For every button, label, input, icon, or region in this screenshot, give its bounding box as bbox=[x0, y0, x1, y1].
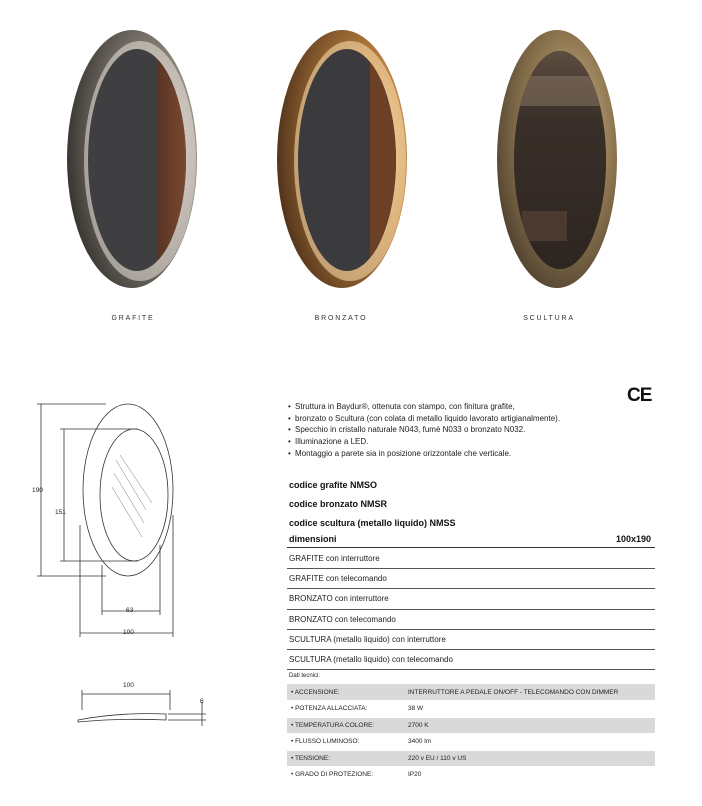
feature-list bbox=[288, 401, 668, 460]
variant-row bbox=[287, 589, 655, 609]
dimensions-value: 100x190 bbox=[615, 534, 651, 544]
table-row bbox=[287, 717, 655, 734]
tech-key: • TENSIONE: bbox=[287, 750, 405, 767]
dimension-height-mirror: 151 bbox=[55, 509, 66, 516]
grafite-mirror-photo bbox=[62, 26, 204, 292]
variant-row bbox=[287, 650, 655, 670]
dimension-width-total: 100 bbox=[123, 629, 134, 636]
table-row bbox=[287, 750, 655, 767]
tech-value: 38 W bbox=[405, 701, 655, 718]
bronzato-mirror-photo bbox=[272, 26, 414, 292]
product-codes bbox=[289, 477, 669, 534]
feature-item: • Illuminazione a LED. bbox=[288, 436, 668, 448]
ce-mark-icon: CE bbox=[627, 385, 652, 406]
variant-row bbox=[287, 569, 655, 589]
dimension-height-total: 190 bbox=[32, 487, 43, 494]
table-row bbox=[287, 701, 655, 718]
variant-label: SCULTURA (metallo liquido) con telecomando bbox=[289, 654, 453, 664]
tech-data-table bbox=[287, 684, 655, 784]
tech-value: 220 v EU / 110 v US bbox=[405, 750, 655, 767]
dimension-width-mirror: 63 bbox=[126, 607, 134, 614]
tech-key: • FLUSSO LUMINOSO: bbox=[287, 734, 405, 751]
tech-value: 2700 K bbox=[405, 717, 655, 734]
code-bronzato: codice bronzato NMSR bbox=[289, 499, 388, 509]
tech-value: INTERRUTTORE A PEDALE ON/OFF - TELECOMANDO CON DIMMER bbox=[405, 684, 655, 701]
feature-item: • Struttura in Baydur®, ottenuta con stampo, con finitura grafite, bbox=[288, 401, 668, 413]
variant-label: BRONZATO con interruttore bbox=[289, 594, 389, 604]
tech-key: • ACCENSIONE: bbox=[287, 684, 405, 701]
tech-data-title: Dati tecnici: bbox=[289, 673, 321, 679]
table-row bbox=[287, 734, 655, 751]
table-row bbox=[287, 684, 655, 701]
dimension-side-width: 100 bbox=[123, 682, 134, 689]
tech-key: • GRADO DI PROTEZIONE: bbox=[287, 767, 405, 784]
tech-value: IP20 bbox=[405, 767, 655, 784]
variant-label: SCULTURA (metallo liquido) con interruttore bbox=[289, 634, 446, 644]
front-technical-drawing bbox=[28, 395, 188, 645]
feature-item: • Specchio in cristallo naturale N043, fumè N033 o bronzato N032. bbox=[288, 424, 668, 436]
variant-row bbox=[287, 549, 655, 569]
code-scultura: codice scultura (metallo liquido) NMSS bbox=[289, 518, 456, 528]
tech-key: • TEMPERATURA COLORE: bbox=[287, 717, 405, 734]
scultura-mirror-photo bbox=[492, 26, 622, 292]
side-technical-drawing bbox=[70, 680, 220, 730]
dimension-side-depth: 6 bbox=[200, 698, 204, 705]
code-grafite: codice grafite NMSO bbox=[289, 480, 378, 490]
table-row bbox=[287, 767, 655, 784]
feature-item: • bronzato o Scultura (con colata di metallo liquido lavorato artigianalmente). bbox=[288, 413, 668, 425]
variant-label: BRONZATO con telecomando bbox=[289, 614, 396, 624]
tech-value: 3400 lm bbox=[405, 734, 655, 751]
variant-list bbox=[287, 549, 655, 670]
finish-caption-grafite: GRAFITE bbox=[111, 315, 155, 322]
variant-label: GRAFITE con interruttore bbox=[289, 554, 380, 563]
feature-item: • Montaggio a parete sia in posizione orizzontale che verticale. bbox=[288, 448, 668, 460]
tech-key: • POTENZA ALLACCIATA: bbox=[287, 701, 405, 718]
finish-caption-bronzato: BRONZATO bbox=[314, 315, 368, 322]
dimensions-header bbox=[287, 532, 655, 548]
finish-caption-scultura: SCULTURA bbox=[523, 315, 575, 322]
variant-label: GRAFITE con telecomando bbox=[289, 574, 387, 584]
variant-row bbox=[287, 610, 655, 630]
dimensions-label: dimensioni bbox=[289, 534, 337, 544]
variant-row bbox=[287, 630, 655, 650]
